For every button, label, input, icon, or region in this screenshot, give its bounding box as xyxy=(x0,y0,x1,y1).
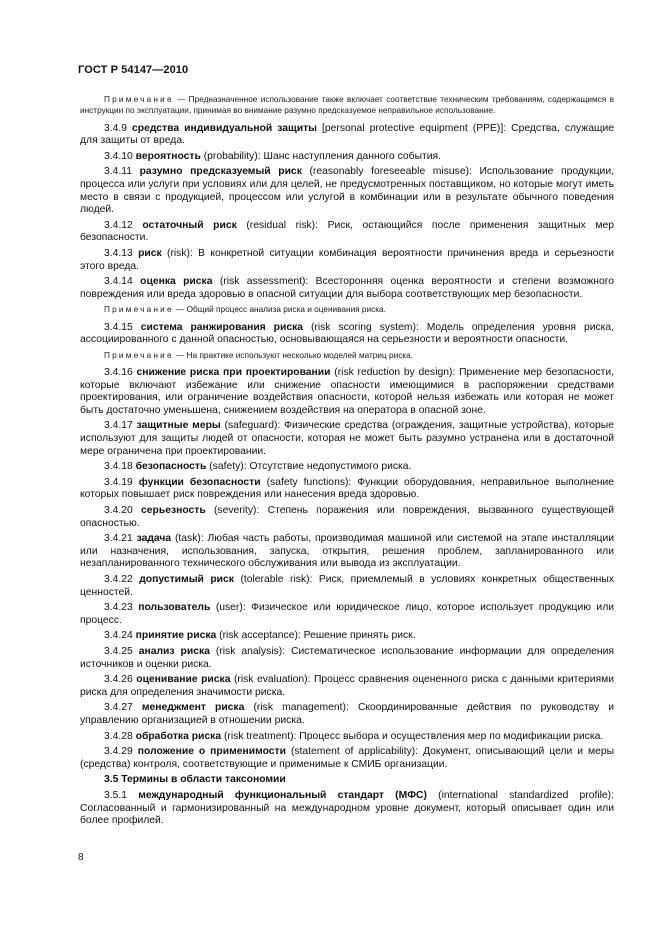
note: Примечание — На практике используют несколько моделей матриц риска. xyxy=(104,350,414,360)
note: Примечание — Общий процесс анализа риска и оценивания риска. xyxy=(104,305,386,315)
term-3-4-9: 3.4.9 средства индивидуальной защиты [personal protective equipment (PPE)]: Средства, служащие для защиты от вреда. xyxy=(80,122,615,147)
term-3-4-27: 3.4.27 менеджмент риска (risk management): Скоординированные действия по руководству и управлению организацией в отношении риска. xyxy=(80,702,615,726)
term-3-4-19: 3.4.19 функции безопасности (safety functions): Функции оборудования, неправильное выполнение которых повышает риск повреждения или нанесения вреда здоровью. xyxy=(80,476,615,501)
term-3-4-29: 3.4.29 положение о применимости (statement of applicability): Документ, описывающий цели и меры (средства) контроля, соответствующие и применимые к СМИБ организации. xyxy=(80,746,615,770)
term-3-4-15: 3.4.15 система ранжирования риска (risk scoring system): Модель определения уровня риска, ассоциированного с данной опасностью, основывающаяся на серьезности и вероятности опасности. xyxy=(80,321,615,346)
standard-header: ГОСТ Р 54147—2010 xyxy=(78,64,189,76)
term-3-4-16: 3.4.16 снижение риска при проектировании (risk reduction by design): Применение мер безопасности, которые включают избежание или снижение опасности имеющимися в распоряжении средствами проектирования, или ограничение воздействия опасности, которой нельзя избежать или которая не может быть достаточно уменьшена, снижением воздействия на оператора в опасной зоне. xyxy=(80,367,615,416)
term-3-4-12: 3.4.12 остаточный риск (residual risk): Риск, остающийся после применения защитных мер безопасности. xyxy=(80,219,615,244)
note: Примечание — Предназначенное использование также включает соответствие техническим требованиям, содержащимся в инструкции по эксплуатации, принимая во внимание разумно предсказуемое неправильное использование. xyxy=(80,95,614,116)
term-3-4-21: 3.4.21 задача (task): Любая часть работы, производимая машиной или системой на этапе инсталляции или назначения, использования, запуска, открытия, решения проблем, запланированного или незапланированного технического обслуживания или вывода из эксплуатации. xyxy=(80,533,614,570)
term-3-4-23: 3.4.23 пользователь (user): Физическое или юридическое лицо, которое использует продукцию или процесс. xyxy=(80,602,615,626)
term-3-4-24: 3.4.24 принятие риска (risk acceptance): Решение принять риск. xyxy=(104,630,416,642)
term-3-4-10: 3.4.10 вероятность (probability): Шанс наступления данного события. xyxy=(104,150,442,162)
term-3-4-14: 3.4.14 оценка риска (risk assessment): Всесторонняя оценка вероятности и степени возможного повреждения или вреда здоровью в опасной ситуации для выбора соответствующих мер безопасности. xyxy=(80,276,615,300)
term-3-4-13: 3.4.13 риск (risk): В конкретной ситуации комбинация вероятности причинения вреда и серьезности этого вреда. xyxy=(80,247,615,272)
term-3-4-17: 3.4.17 защитные меры (safeguard): Физические средства (ограждения, защитные устройства), которые используют для защиты людей от опасности, которая не может быть разумно устранена или в достаточной мере ограничена при проектировании. xyxy=(80,420,614,457)
page-number: 8 xyxy=(78,852,84,863)
document-body xyxy=(80,94,614,831)
section-heading: 3.5 Термины в области таксономии xyxy=(104,774,286,786)
term-3-4-26: 3.4.26 оценивание риска (risk evaluation): Процесс сравнения оцененного риска с данными критериями риска для определения значимости риска. xyxy=(80,674,615,698)
term-3-4-25: 3.4.25 анализ риска (risk analysis): Систематическое использование информации для определения источников и оценки риска. xyxy=(80,645,615,670)
term-3-4-18: 3.4.18 безопасность (safety): Отсутствие недопустимого риска. xyxy=(104,461,412,473)
term-3-4-20: 3.4.20 серьезность (severity): Степень поражения или повреждения, вызванного существующей опасностью. xyxy=(80,505,615,529)
term-3-5-1: 3.5.1 международный функциональный стандарт (МФС) (international standardized profile): Согласованный и гармонизированный на международном уровне документ, который описывает один или более профилей. xyxy=(80,789,614,827)
term-3-4-11: 3.4.11 разумно предсказуемый риск (reasonably foreseeable misuse): Использование продукции, процесса или услуги при условиях или для целей, не предусмотренных поставщиком, но которые могут иметь место в связи с продукцией, процессом или услугой в комбинации или в результате обычного поведения людей. xyxy=(80,166,614,216)
term-3-4-22: 3.4.22 допустимый риск (tolerable risk): Риск, приемлемый в условиях конкретных общественных ценностей. xyxy=(80,574,615,598)
term-3-4-28: 3.4.28 обработка риска (risk treatment): Процесс выбора и осуществления мер по модификации риска. xyxy=(104,730,604,742)
